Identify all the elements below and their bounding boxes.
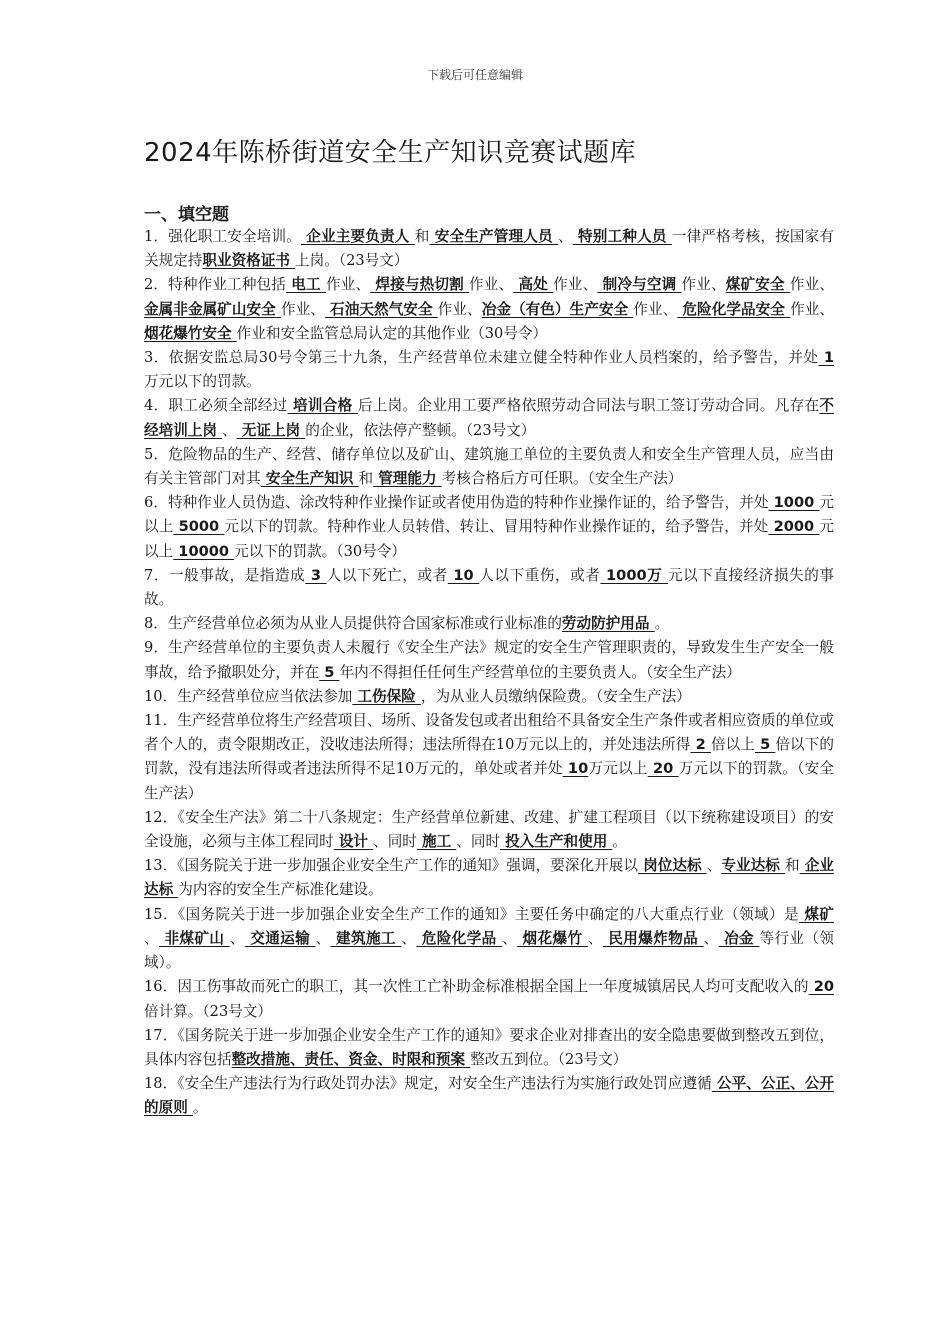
answer-blank: 20 [647, 760, 679, 778]
question-item [144, 443, 834, 491]
answer-blank: 5000 [173, 518, 225, 536]
answer-blank: 烟花爆竹 [517, 929, 588, 947]
question-text: 考核合格后方可任职。（安全生产法） [441, 470, 683, 488]
question-text: 人以下重伤，或者 [479, 566, 601, 584]
answer-blank: 1000 [768, 494, 820, 512]
answer-blank: 劳动防护用品 [561, 615, 655, 633]
answer-blank: 特别工种人员 [572, 228, 672, 245]
question-text: 、 [229, 929, 245, 947]
question-item [144, 806, 834, 854]
answer-blank: 石油天然气安全 [324, 300, 438, 318]
question-item [144, 636, 834, 684]
answer-blank: 投入生产和使用 [500, 833, 613, 851]
answer-blank: 建筑施工 [330, 929, 402, 947]
question-text: 倍以上 [710, 736, 755, 754]
answer-blank: 烟花爆竹安全 [144, 324, 237, 342]
answer-blank: 民用爆炸物品 [602, 929, 704, 947]
question-list [144, 225, 834, 1121]
answer-blank: 无证上岗 [236, 421, 306, 439]
question-item [144, 564, 834, 612]
question-text: 。 [654, 615, 670, 633]
question-text: 、同时 [373, 833, 417, 851]
section-heading: 一、填空题 [144, 205, 229, 225]
question-text: 和 [414, 228, 430, 245]
question-text: 9．生产经营单位的主要负责人未履行《安全生产法》规定的安全生产管理职责的，导致发生生产安全一般事故，给予撤职处分，并在 [144, 639, 834, 681]
answer-blank: 2 [690, 736, 711, 754]
question-item [144, 685, 834, 709]
question-text: 17．《国务院关于进一步加强企业安全生产工作的通知》要求企业对排查出的安全隐患要做到整改五到位，具体内容包括 [144, 1026, 834, 1068]
question-text: 、 [502, 929, 518, 947]
answer-blank: 2000 [768, 518, 820, 536]
question-text: 作业、 [681, 276, 726, 294]
answer-blank: 整改措施、责任、资金、时限和预案 [231, 1050, 471, 1068]
answer-blank: 煤矿 [798, 905, 834, 923]
question-text: 3．依据安监总局30号令第三十九条，生产经营单位未建立健全特种作业人员档案的，给予警告，并处 [144, 349, 819, 367]
answer-blank: 工伤保险 [352, 687, 421, 705]
question-text: 作业、 [469, 276, 514, 294]
question-text: 年内不得担任任何生产经营单位的主要负责人。（安全生产法） [339, 663, 741, 681]
question-text: 8．生产经营单位必须为从业人员提供符合国家标准或行业标准的 [144, 615, 562, 633]
question-item [144, 903, 834, 976]
question-text: 后上岗。企业用工要严格依照劳动合同法与职工签订劳动合同。凡存在 [357, 397, 820, 415]
answer-blank: 设计 [333, 833, 374, 851]
question-text: 7．一般事故，是指造成 [144, 566, 306, 584]
question-item [144, 273, 834, 346]
answer-blank: 交通运输 [244, 929, 316, 947]
question-text: 18．《安全生产违法行为行政处罚办法》规定，对安全生产违法行为实施行政处罚应遵循 [144, 1075, 712, 1093]
question-text: 倍以下的罚款，没有违法所得或者违法所得不足10万元的，单处或者并处 [144, 736, 834, 778]
answer-blank: 企业主要负责人 [301, 228, 415, 245]
answer-blank: 10000 [173, 542, 235, 560]
question-text: 万元以上 [588, 760, 648, 778]
answer-blank: 安全生产知识 [260, 470, 359, 488]
question-text: 、同时 [456, 833, 501, 851]
question-text: 元以上 [144, 518, 834, 560]
answer-blank: 岗位达标 [637, 857, 707, 875]
question-text: 等行业（领域）。 [144, 929, 834, 972]
question-text: 上岗。（23号文） [295, 252, 409, 270]
question-text: 的企业，依法停产整顿。（23号文） [305, 421, 536, 439]
question-text: 、 [558, 228, 573, 245]
question-text: 15．《国务院关于进一步加强企业安全生产工作的通知》主要任务中确定的八大重点行业（领域）是 [144, 905, 799, 923]
question-text: 5．危险物品的生产、经营、储存单位以及矿山、建筑施工单位的主要负责人和安全生产管理人员，应当由有关主管部门对其 [144, 445, 834, 488]
answer-blank: 职业资格证书 [202, 252, 296, 270]
question-item [144, 612, 834, 636]
question-item [144, 1024, 834, 1072]
answer-blank: 冶金 [718, 929, 760, 947]
question-text: 16．因工伤事故而死亡的职工，其一次性工亡补助金标准根据全国上一年度城镇居民人均可支配收入的 [144, 978, 809, 996]
question-text: 作业、 [633, 300, 678, 318]
question-text: 元以下的罚款。特种作业人员转借、转让、冒用特种作业操作证的，给予警告，并处 [224, 518, 769, 536]
question-text: 作业、 [553, 276, 598, 294]
question-text: 、 [706, 857, 722, 875]
question-text: 元以下的罚款。（30号令） [234, 542, 406, 560]
answer-blank: 3 [305, 566, 327, 584]
answer-blank: 冶金（有色）生产安全 [481, 300, 634, 318]
question-text: 作业和安全监管总局认定的其他作业（30号令） [236, 324, 548, 342]
answer-blank: 专业达标 [721, 857, 785, 875]
question-text: 人以下死亡，或者 [326, 566, 448, 584]
question-text: 、 [703, 929, 719, 947]
question-item [144, 394, 834, 442]
question-item [144, 346, 834, 394]
question-text: 、 [222, 421, 237, 439]
question-text: 、 [401, 929, 417, 947]
question-text: 元以下直接经济损失的事故。 [144, 566, 834, 609]
answer-blank: 焊接与热切割 [370, 276, 470, 294]
question-text: 、 [315, 929, 331, 947]
question-item [144, 709, 834, 806]
answer-blank: 管理能力 [373, 470, 442, 488]
question-text: 11．生产经营单位将生产经营项目、场所、设备发包或者出租给不具备安全生产条件或者相应资质的单位或者个人的，责令限期改正，没收违法所得；违法所得在10万元以上的，并处违法所得 [144, 712, 834, 754]
question-text: 为内容的安全生产标准化建设。 [178, 881, 383, 899]
answer-blank: 1 [818, 349, 834, 367]
answer-blank: 制冷与空调 [597, 276, 682, 294]
question-text: 13．《国务院关于进一步加强企业安全生产工作的通知》强调，要深化开展以 [144, 857, 638, 875]
question-text: ，为从业人员缴纳保险费。（安全生产法） [420, 687, 691, 705]
answer-blank: 5 [319, 663, 340, 681]
answer-blank: 安全生产管理人员 [429, 228, 559, 245]
question-text: 作业、 [325, 276, 371, 294]
question-text: 6．特种作业人员伪造、涂改特种作业操作证或者使用伪造的特种作业操作证的，给予警告，并处 [144, 494, 769, 512]
question-text: 。 [192, 1099, 208, 1117]
answer-blank: 施工 [416, 833, 457, 851]
question-text: 、 [587, 929, 603, 947]
question-text: 和 [784, 857, 800, 875]
answer-blank: 非煤矿山 [158, 929, 230, 947]
question-text: 整改五到位。（23号文） [470, 1050, 628, 1068]
question-text: 作业、 [437, 300, 482, 318]
question-text: 一律严格考核，按国家有关规定持 [144, 228, 834, 270]
question-text: 、 [144, 929, 159, 947]
answer-blank: 10 [447, 566, 480, 584]
question-text: 4．职工必须全部经过 [144, 397, 288, 415]
question-text: 1．强化职工安全培训。 [144, 228, 301, 245]
question-item [144, 491, 834, 564]
answer-blank: 危险化学品安全 [677, 300, 791, 318]
question-text: 10．生产经营单位应当依法参加 [144, 687, 353, 705]
answer-blank: 10 [562, 760, 589, 778]
question-item [144, 975, 834, 1023]
answer-blank: 20 [808, 978, 835, 996]
question-item [144, 1072, 834, 1120]
answer-blank: 企业达标 [144, 857, 834, 899]
answer-blank: 电工 [286, 276, 326, 294]
question-text: 万元以下的罚款。 [144, 373, 261, 391]
answer-blank: 危险化学品 [416, 929, 503, 947]
answer-blank: 不经培训上岗 [144, 397, 834, 439]
question-text: 作业、 [790, 300, 834, 318]
question-item [144, 854, 834, 902]
question-text: 万元以下的罚款。（安全生产法） [144, 760, 834, 802]
question-text: 作业、 [789, 276, 834, 294]
question-text: 。 [612, 833, 627, 851]
question-text: 2．特种作业工种包括 [144, 276, 287, 294]
answer-blank: 5 [754, 736, 776, 754]
question-text: 和 [358, 470, 374, 488]
question-item [144, 225, 834, 273]
answer-blank: 高处 [513, 276, 554, 294]
question-text: 倍计算。（23号文） [144, 1002, 273, 1020]
answer-blank: 煤矿安全 [725, 276, 790, 294]
answer-blank: 1000万 [600, 566, 668, 584]
question-text: 作业、 [280, 300, 325, 318]
answer-blank: 公平、公正、公开的原则 [144, 1075, 834, 1117]
question-text: 元以上 [144, 494, 834, 536]
document-title: 2024年陈桥街道安全生产知识竞赛试题库 [144, 138, 637, 168]
answer-blank: 培训合格 [287, 397, 358, 415]
header-note: 下载后可任意编辑 [426, 68, 523, 82]
question-text: 12．《安全生产法》第二十八条规定：生产经营单位新建、改建、扩建工程项目（以下统称建设项目）的安全设施，必须与主体工程同时 [144, 808, 834, 851]
answer-blank: 金属非金属矿山安全 [144, 300, 281, 318]
